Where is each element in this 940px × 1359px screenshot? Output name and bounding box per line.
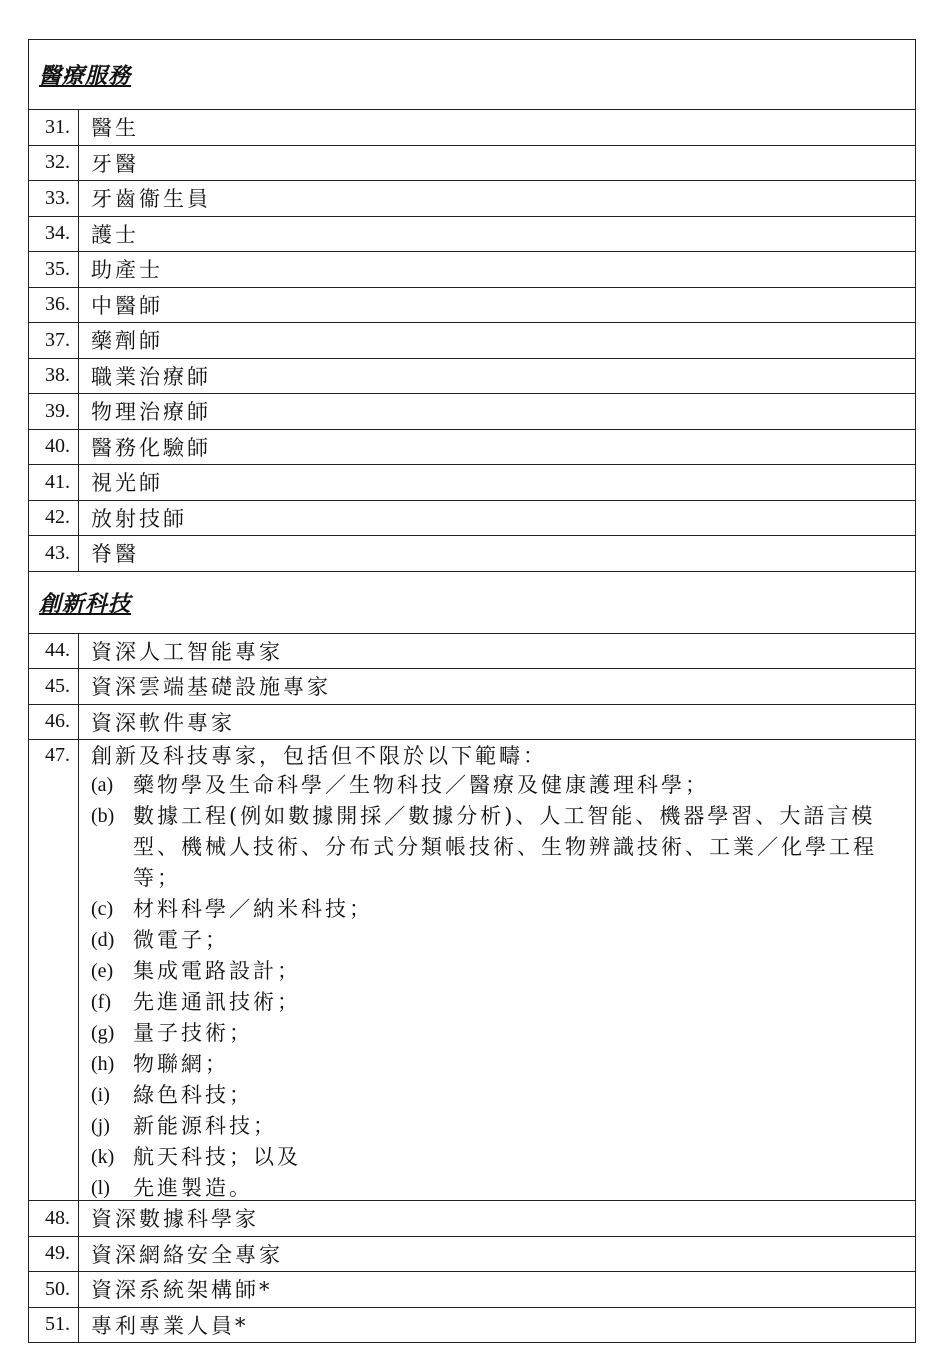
- row-label: 資深數據科學家: [91, 1207, 259, 1232]
- list-item-text: 微電子；: [133, 928, 229, 952]
- row-number: 50.: [29, 1272, 79, 1307]
- list-item-mark: (f): [91, 991, 111, 1013]
- row-number: 39.: [29, 394, 79, 429]
- row-number: 44.: [29, 634, 79, 669]
- row-number: 47.: [29, 740, 79, 1200]
- list-item-mark: (g): [91, 1022, 115, 1044]
- table-row: [29, 110, 915, 146]
- row-label: 資深軟件專家: [91, 710, 235, 735]
- list-item: [91, 1049, 915, 1080]
- table-row: [29, 634, 915, 670]
- row-label: 藥劑師: [91, 329, 163, 354]
- row-number: 45.: [29, 669, 79, 704]
- table-row: [29, 1201, 915, 1237]
- table-row: [29, 359, 915, 395]
- talent-list-table: [28, 39, 916, 1343]
- table-row: [29, 181, 915, 217]
- table-row: [29, 1308, 915, 1344]
- list-item-text: 集成電路設計；: [133, 959, 301, 983]
- section-header-medical: [29, 40, 915, 110]
- table-row: [29, 252, 915, 288]
- list-item-mark: (l): [91, 1177, 110, 1199]
- row-number: 46.: [29, 705, 79, 740]
- row-number: 40.: [29, 430, 79, 465]
- list-item-text: 數據工程(例如數據開採／數據分析)、人工智能、機器學習、大語言模型、機械人技術、分布式分類帳技術、生物辨識技術、工業／化學工程等；: [133, 804, 877, 890]
- row-label: 中醫師: [91, 293, 163, 318]
- section-header-innovation: [29, 572, 915, 634]
- row-number: 32.: [29, 146, 79, 181]
- row-intro: 創新及科技專家，包括但不限於以下範疇：: [91, 744, 547, 768]
- row-label: 資深網絡安全專家: [91, 1242, 283, 1267]
- row-number: 49.: [29, 1237, 79, 1272]
- list-item-text: 新能源科技；: [133, 1114, 277, 1138]
- list-item: [91, 1080, 915, 1111]
- row-label: 職業治療師: [91, 364, 211, 389]
- table-row: [29, 705, 915, 741]
- list-item-text: 綠色科技；: [133, 1083, 253, 1107]
- table-row: [29, 146, 915, 182]
- row-number: 36.: [29, 288, 79, 323]
- row-label: 脊醫: [91, 542, 139, 567]
- list-item-mark: (h): [91, 1053, 115, 1075]
- list-item-text: 量子技術；: [133, 1021, 253, 1045]
- list-item: [91, 925, 915, 956]
- section-title: 創新科技: [39, 590, 132, 617]
- row-number: 35.: [29, 252, 79, 287]
- list-item: [91, 987, 915, 1018]
- row-number: 43.: [29, 536, 79, 571]
- row-label: 物理治療師: [91, 400, 211, 425]
- row-number: 33.: [29, 181, 79, 216]
- table-row: [29, 323, 915, 359]
- list-item-mark: (e): [91, 960, 114, 982]
- row-label: 視光師: [91, 471, 163, 496]
- list-item: [91, 1142, 915, 1173]
- list-item-mark: (j): [91, 1115, 110, 1137]
- row-number: 41.: [29, 465, 79, 500]
- table-row: [29, 1272, 915, 1308]
- list-item-text: 物聯網；: [133, 1052, 229, 1076]
- list-item-mark: (c): [91, 898, 114, 920]
- list-item: [91, 1111, 915, 1142]
- list-item-text: 藥物學及生命科學／生物科技／醫療及健康護理科學；: [133, 773, 709, 797]
- row-label: 放射技師: [91, 506, 187, 531]
- row-label: 醫生: [91, 116, 139, 141]
- row-label: 醫務化驗師: [91, 435, 211, 460]
- table-row: [29, 217, 915, 253]
- table-row: [29, 288, 915, 324]
- list-item-mark: (k): [91, 1146, 115, 1168]
- list-item-text: 航天科技；以及: [133, 1145, 301, 1169]
- list-item: [91, 894, 915, 925]
- list-item-text: 先進通訊技術；: [133, 990, 301, 1014]
- row-label: 資深人工智能專家: [91, 639, 283, 664]
- row-label: 助產士: [91, 258, 163, 283]
- list-item-mark: (a): [91, 774, 114, 796]
- list-item: [91, 956, 915, 987]
- table-row: [29, 536, 915, 572]
- row-label: 牙醫: [91, 151, 139, 176]
- section-title: 醫療服務: [39, 63, 132, 89]
- row-number: 42.: [29, 501, 79, 536]
- list-item-text: 先進製造。: [133, 1176, 253, 1200]
- table-row: [29, 394, 915, 430]
- row-label: 資深雲端基礎設施專家: [91, 675, 331, 700]
- table-row-innovation-experts: [29, 740, 915, 1201]
- list-item: [91, 770, 915, 801]
- row-number: 48.: [29, 1201, 79, 1236]
- table-row: [29, 501, 915, 537]
- row-body: [79, 740, 915, 1200]
- row-number: 38.: [29, 359, 79, 394]
- row-number: 34.: [29, 217, 79, 252]
- list-item-mark: (d): [91, 929, 115, 951]
- table-row: [29, 465, 915, 501]
- row-label: 資深系統架構師*: [91, 1278, 273, 1303]
- row-number: 31.: [29, 110, 79, 145]
- list-item-mark: (i): [91, 1084, 110, 1106]
- row-number: 51.: [29, 1308, 79, 1343]
- table-row: [29, 1237, 915, 1273]
- list-item: [91, 801, 915, 894]
- row-label: 護士: [91, 222, 139, 247]
- row-label: 專利專業人員*: [91, 1313, 249, 1338]
- list-item-mark: (b): [91, 805, 115, 827]
- list-item: [91, 1173, 915, 1204]
- row-label: 牙齒衞生員: [91, 187, 211, 212]
- table-row: [29, 430, 915, 466]
- list-item: [91, 1018, 915, 1049]
- list-item-text: 材料科學／納米科技；: [133, 897, 373, 921]
- row-number: 37.: [29, 323, 79, 358]
- table-row: [29, 669, 915, 705]
